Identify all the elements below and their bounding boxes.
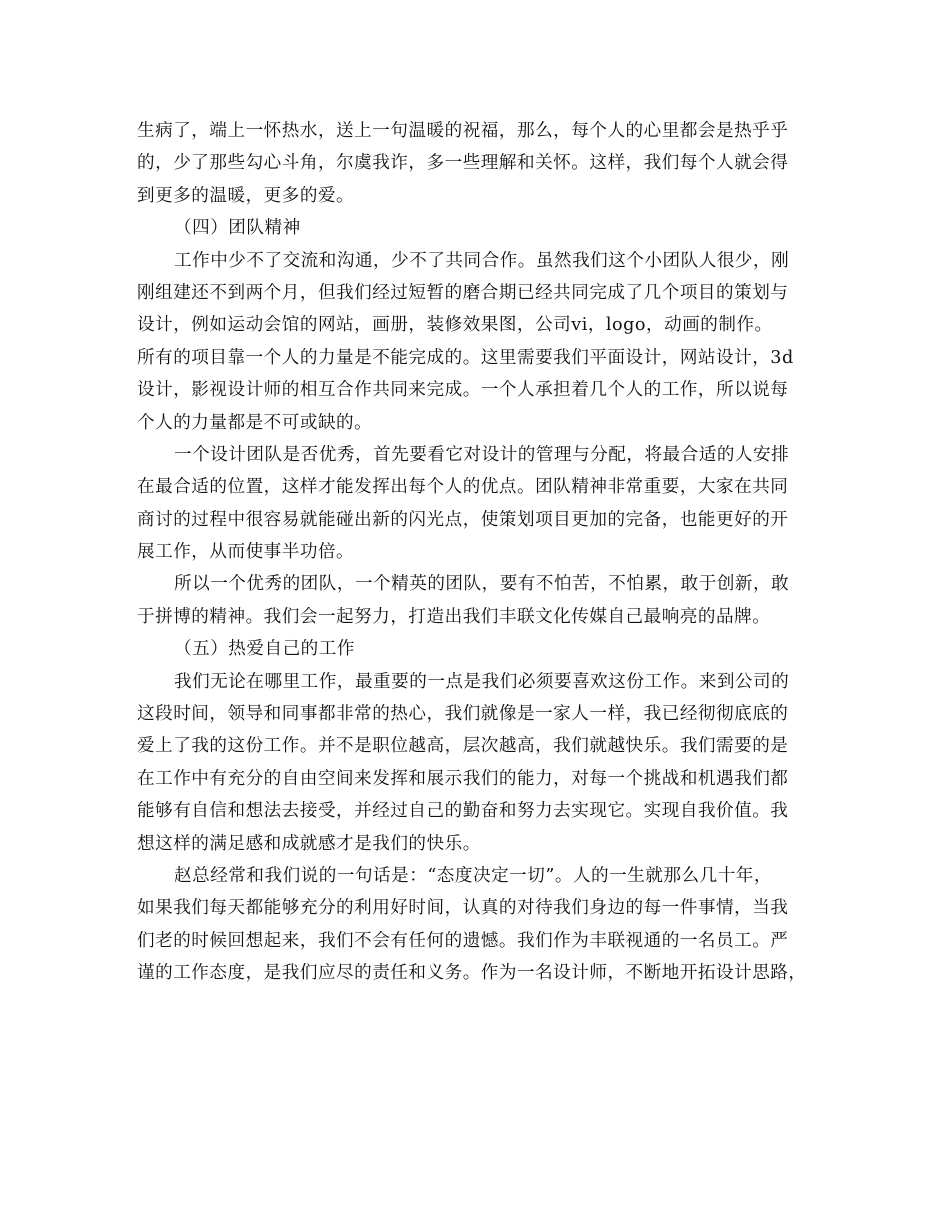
text-line: 展工作，从而使事半功倍。 (137, 542, 355, 563)
text-line: 于拼博的精神。我们会一起努力，打造出我们丰联文化传媒自己最响亮的品牌。 (137, 606, 771, 627)
section-heading: （四）团队精神 (174, 218, 301, 239)
text-line: 刚组建还不到两个月，但我们经过短暂的磨合期已经共同完成了几个项目的策划与 (137, 282, 789, 303)
text-line: 商讨的过程中很容易就能碰出新的闪光点，使策划项目更加的完备，也能更好的开 (137, 509, 789, 530)
text-line: 设计，影视设计师的相互合作共同来完成。一个人承担着几个人的工作，所以说每 (137, 380, 789, 401)
text-line: 个人的力量都是不可或缺的。 (137, 412, 373, 433)
text-line: 到更多的温暖，更多的爱。 (137, 185, 355, 206)
text-line: 这段时间，领导和同事都非常的热心，我们就像是一家人一样，我已经彻彻底底的 (137, 704, 789, 725)
text-line: 赵总经常和我们说的一句话是：“态度决定一切”。人的一生就那么几十年， (174, 865, 772, 886)
text-line: 在最合适的位置，这样才能发挥出每个人的优点。团队精神非常重要，大家在共同 (137, 477, 789, 498)
text-line: 生病了，端上一怀热水，送上一句温暖的祝福，那么，每个人的心里都会是热乎乎 (137, 121, 789, 141)
text-line: 所有的项目靠一个人的力量是不能完成的。这里需要我们平面设计，网站设计，3d (137, 347, 794, 368)
text-line: 在工作中有充分的自由空间来发挥和展示我们的能力，对每一个挑战和机遇我们都 (137, 768, 789, 789)
text-line: 工作中少不了交流和沟通，少不了共同合作。虽然我们这个小团队人很少，刚 (174, 250, 790, 271)
text-line: 所以一个优秀的团队，一个精英的团队，要有不怕苦，不怕累，敢于创新，敢 (174, 574, 790, 595)
text-line: 谨的工作态度，是我们应尽的责任和义务。作为一名设计师，不断地开拓设计思路， (137, 963, 807, 984)
text-line: 一个设计团队是否优秀，首先要看它对设计的管理与分配，将最合适的人安排 (174, 444, 790, 465)
document-body (137, 115, 823, 990)
text-line: 的，少了那些勾心斗角，尔虞我诈，多一些理解和关怀。这样，我们每个人就会得 (137, 153, 789, 174)
text-line: 能够有自信和想法去接受，并经过自己的勤奋和努力去实现它。实现自我价值。我 (137, 801, 789, 822)
text-line: 爱上了我的这份工作。并不是职位越高，层次越高，我们就越快乐。我们需要的是 (137, 736, 789, 757)
text-line: 设计，例如运动会馆的网站，画册，装修效果图，公司vi，logo，动画的制作。 (137, 315, 773, 336)
text-line: 我们无论在哪里工作，最重要的一点是我们必须要喜欢这份工作。来到公司的 (174, 671, 790, 692)
text-line: 如果我们每天都能够充分的利用好时间，认真的对待我们身边的每一件事情，当我 (137, 898, 789, 919)
section-heading: （五）热爱自己的工作 (174, 639, 355, 660)
text-line: 们老的时候回想起来，我们不会有任何的遗憾。我们作为丰联视通的一名员工。严 (137, 930, 789, 951)
text-line: 想这样的满足感和成就感才是我们的快乐。 (137, 833, 481, 854)
